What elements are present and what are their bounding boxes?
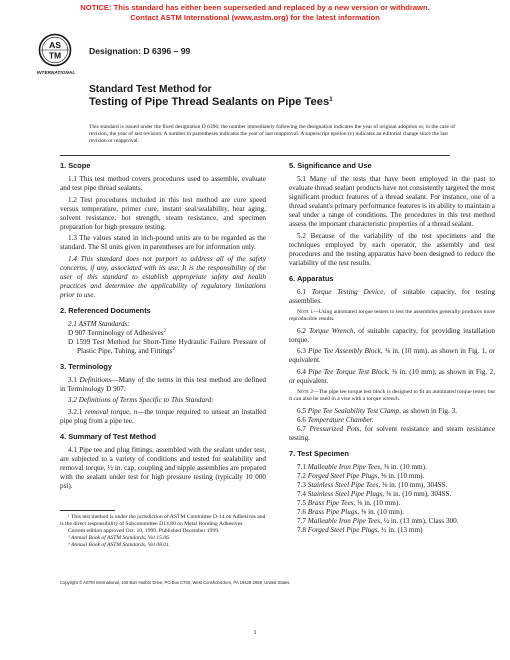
notice-line-1: NOTICE: This standard has either been superseded and replaced by a new version or withdrawn. (80, 3, 430, 12)
paragraph-6-1: 6.1 Torque Testing Device, of suitable capacity, for testing assemblies. (289, 287, 495, 305)
section-test-specimen-heading: 7. Test Specimen (289, 449, 349, 459)
note-2: Note 2—The pipe tee torque test block is designed to fit an automated torque tester, but it can also be used in a vise with a torque wrench. (289, 388, 495, 403)
svg-text:AS: AS (49, 40, 61, 50)
footnote-2: ² Annual Book of ASTM Standards, Vol 15.06. (68, 534, 171, 541)
issuance-statement: This standard is issued under the fixed designation D 6396; the number immediately following the designation indicates the year of original adoption or, in the case of revision, the year of last revision. A number in parentheses indicates the year of last reapproval. A superscript epsilon (ε) indicates an editorial change since the last revision or reapproval. (89, 124, 455, 145)
specimen-item-7-2: 7.2 Forged Steel Pipe Plugs, ⅜ in. (10 mm). (297, 472, 425, 481)
section-referenced-documents-heading: 2. Referenced Documents (60, 305, 151, 315)
section-scope-heading: 1. Scope (60, 161, 91, 170)
note-1: Note 1—Using automated torque testers to test the assemblies generally produces more reproducible results. (289, 308, 495, 322)
footnote-1: ¹ This test method is under the jurisdiction of ASTM Committee D-14 on Adhesives and is the direct responsibility of Subcommittee D14.80 on Metal Bonding Adhesives. (60, 514, 266, 527)
paragraph-2-1: 2.1 ASTM Standards: (68, 319, 130, 328)
paragraph-4-1: 4.1 Pipe tee and plug fittings, assembled with the sealant under test, are subjected to a variety of conditions and tested for sealability and removal torque, ½ in. cap, coupling and nipple assemblies are prepared with the sealant under test for high pressure testing (typically 10 000 psi). (60, 445, 266, 490)
footnote-rule (60, 510, 115, 511)
svg-text:TM: TM (48, 50, 62, 61)
specimen-item-7-4: 7.4 Stainless Steel Pipe Plugs, ⅜ in. (10 mm), 304SS. (297, 490, 452, 499)
title-footnote-ref: 1 (329, 96, 333, 103)
paragraph-6-7: 6.7 Pressurized Pots, for solvent resistance and steam resistance testing. (289, 425, 496, 443)
section-apparatus-heading: 6. Apparatus (289, 273, 334, 283)
right-column (289, 161, 495, 535)
paragraph-1-3: 1.3 The values stated in inch-pound units are to be regarded as the standard. The SI units given in parentheses are for information only. (60, 234, 266, 251)
paragraph-3-2: 3.2 Definitions of Terms Specific to This Standard: (68, 396, 214, 404)
page-number: 1 (253, 629, 257, 636)
specimen-item-7-8: 7.8 Forged Steel Pipe Plugs, ½ in. (13 mm) (297, 526, 423, 535)
paragraph-1-1: 1.1 This test method covers procedures used to assemble, evaluate and test pipe thread sealants. (60, 175, 266, 192)
title-line-1: Standard Test Method for (89, 84, 212, 95)
paragraph-6-5: 6.5 Pipe Tee Sealability Test Clamp, as shown in Fig. 3. (297, 407, 457, 416)
section-summary-heading: 4. Summary of Test Method (60, 431, 156, 441)
paragraph-5-1: 5.1 Many of the tests that have been employed in the past to evaluate thread sealant products have not consistently targeted the most significant product features of a thread sealant. For instance, one of a thread sealant's primary performance features is its ability to maintain a seal under a range of conditions. The procedures in this test method assess the important characteristic properties of a thread sealant. (289, 175, 495, 228)
footnote-1-edition: Current edition approved Oct. 10, 1999. Published December 1999. (68, 527, 220, 534)
paragraph-1-4: 1.4 This standard does not purport to address all of the safety concerns, if any, associated with its use. It is the responsibility of the user of this standard to establish appropriate safety and health practices and determine the applicability of regulatory limitations prior to use. (60, 254, 266, 299)
section-significance-heading: 5. Significance and Use (289, 161, 372, 170)
title-line-2: Testing of Pipe Thread Sealants on Pipe Tees$^1$ (89, 96, 333, 108)
paragraph-5-2: 5.2 Because of the variability of the test specimens and the techniques employed by each operator, the assembly and test procedures and the testing apparatus have been designed to reduce the variability of the test results. (289, 231, 495, 267)
astm-logo-icon (38, 33, 72, 73)
paragraph-6-4: 6.4 Pipe Tee Torque Test Block, ⅜ in. (10 mm), as shown in Fig. 2, or equivalent. (289, 367, 495, 385)
paragraph-6-3: 6.3 Pipe Tee Assembly Block, ⅜ in. (10 mm), as shown in Fig. 1, or equivalent. (289, 347, 496, 365)
footnotes (60, 510, 266, 549)
specimen-item-7-1: 7.1 Malleable Iron Pipe Tees, ⅜ in. (10 mm). (297, 463, 427, 472)
reference-d907: D 907 Terminology of Adhesives$^2$ (68, 328, 166, 337)
superseded-notice (0, 3, 510, 22)
reference-d1599: D 1599 Test Method for Short-Time Hydraulic Failure Pressure of Plastic Pipe, Tubing, and Fittings$^3$ (68, 337, 266, 355)
specimen-item-7-3: 7.3 Stainless Steel Pipe Tees, ⅜ in. (10 mm), 304SS. (297, 481, 448, 490)
specimen-item-7-6: 7.6 Brass Pipe Plugs, ⅜ in. (10 mm). (297, 508, 405, 517)
designation: Designation: D 6396 – 99 (89, 46, 191, 56)
header-divider (60, 155, 450, 156)
specimen-item-7-5: 7.5 Brass Pipe Tees, ⅜ in. (10 mm). (297, 499, 401, 508)
footnote-3: ³ Annual Book of ASTM Standards, Vol 08.01. (68, 541, 171, 548)
specimen-item-7-7: 7.7 Malleable Iron Pipe Tees, ½ in. (13 mm), Class 300. (297, 517, 459, 526)
paragraph-1-2: 1.2 Test procedures included in this test method are cure speed versus temperature, primer cure, instant seal/sealability, heat aging, solvent resistance, hot strength, steam resistance, and specimen preparation for high pressure testing. (60, 195, 266, 231)
logo-international: INTERNATIONAL (36, 70, 76, 75)
paragraph-6-6: 6.6 Temperature Chamber. (297, 416, 374, 425)
notice-line-2: Contact ASTM International (www.astm.org) for the latest information (130, 12, 380, 22)
section-terminology-heading: 3. Terminology (60, 361, 113, 371)
paragraph-6-2: 6.2 Torque Wrench, of suitable capacity, for providing installation torque. (289, 326, 496, 344)
copyright-line: Copyright © ASTM International, 100 Barr Harbor Drive, PO Box C700, West Conshohocken, PA 19428-2959, United States. (60, 580, 291, 585)
standard-title (89, 84, 333, 109)
paragraph-3-2-1: 3.2.1 removal torque, n—the torque required to unseat an installed pipe plug from a pipe tee. (60, 407, 266, 425)
left-column (60, 161, 266, 491)
paragraph-3-1: 3.1 Definitions—Many of the terms in this test method are defined in Terminology D 907. (60, 375, 266, 393)
